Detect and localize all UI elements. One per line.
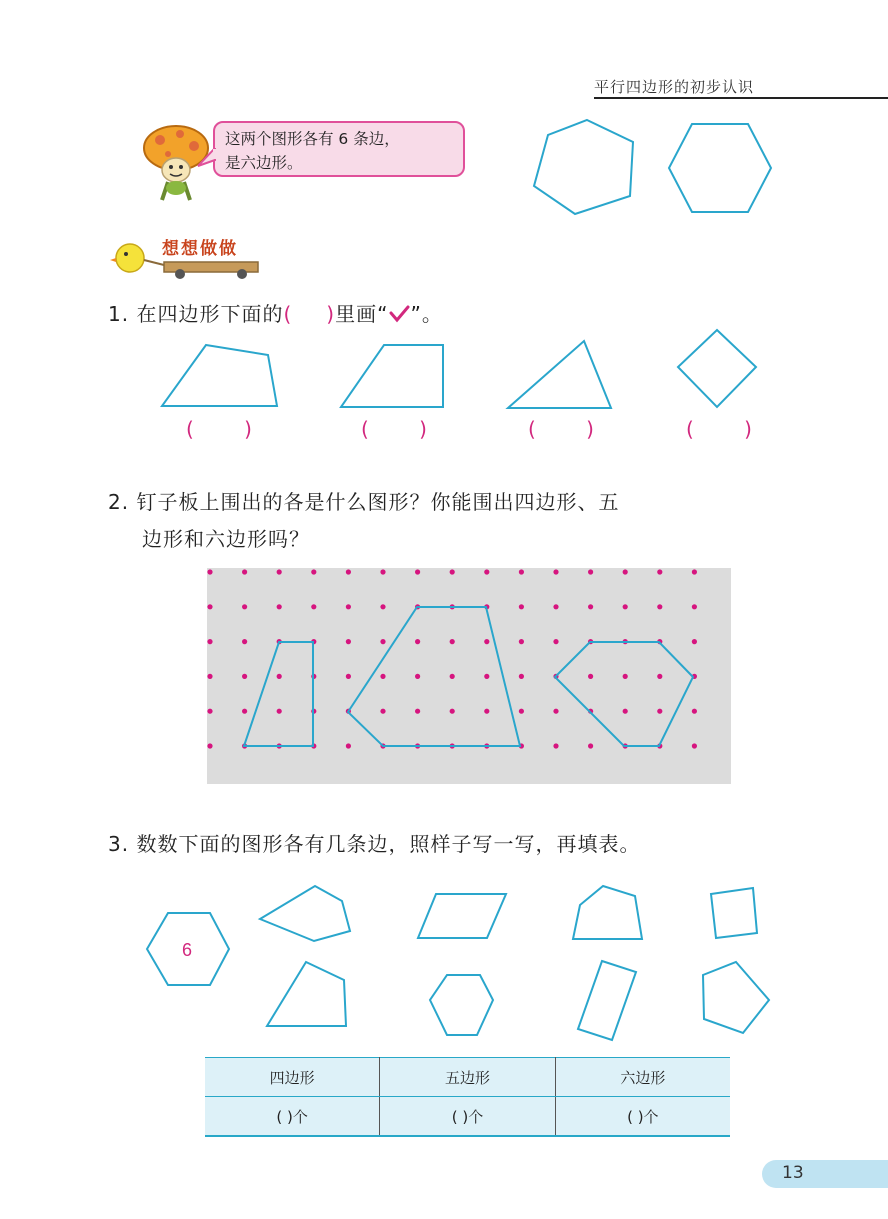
- nail-dot: [692, 604, 697, 609]
- nail-dot: [692, 639, 697, 644]
- chapter-title: 平行四边形的初步认识: [594, 78, 755, 96]
- q3-shapes: [140, 875, 780, 1045]
- nail-dot: [346, 743, 351, 748]
- q1-shapes: [150, 325, 770, 420]
- table-cell-pentagon[interactable]: ( )个: [380, 1097, 555, 1137]
- nail-dot: [519, 709, 524, 714]
- nail-dot: [277, 674, 282, 679]
- q3-shape-pentagon-1: [260, 886, 350, 941]
- nail-dot: [450, 639, 455, 644]
- q1-quote-open: “: [377, 302, 389, 326]
- hexagon-irregular: [534, 120, 633, 214]
- nail-dot: [207, 569, 212, 574]
- nail-dot: [588, 674, 593, 679]
- nail-dot: [207, 674, 212, 679]
- nail-dot: [623, 709, 628, 714]
- nail-dot: [380, 674, 385, 679]
- nail-dot: [207, 604, 212, 609]
- bubble-line-1: 这两个图形各有 6 条边，: [225, 130, 400, 148]
- q3-shape-pentagon-3: [703, 962, 769, 1033]
- q2-line-2: 边形和六边形吗？: [142, 527, 310, 551]
- q1-text-after: 里画: [335, 302, 378, 326]
- q3-number: 3.: [108, 832, 130, 856]
- nail-dot: [553, 604, 558, 609]
- nail-dot: [588, 569, 593, 574]
- nail-dot: [415, 639, 420, 644]
- q1-shape-trapezoid: [341, 345, 443, 407]
- nail-dot: [277, 709, 282, 714]
- nail-dot: [346, 569, 351, 574]
- q1-text-before: 在四边形下面的: [136, 302, 284, 326]
- nail-dot: [311, 569, 316, 574]
- nail-dot: [242, 604, 247, 609]
- bubble-tail: [196, 148, 218, 170]
- q1-shape-triangle: [508, 341, 611, 408]
- nail-dot: [657, 674, 662, 679]
- page-number-tab: [762, 1160, 888, 1188]
- header-rule: [594, 97, 888, 99]
- nail-dot: [657, 709, 662, 714]
- nail-dot: [450, 674, 455, 679]
- nail-board: [207, 568, 731, 784]
- nail-dot: [623, 604, 628, 609]
- nail-dot: [380, 639, 385, 644]
- nail-dot: [415, 709, 420, 714]
- nail-dot: [380, 569, 385, 574]
- nail-dot: [311, 604, 316, 609]
- q3-shape-parallelogram: [418, 894, 506, 938]
- nail-dot: [415, 569, 420, 574]
- nail-dot: [519, 569, 524, 574]
- nail-dot: [346, 604, 351, 609]
- intro-hexagons: [520, 110, 790, 225]
- speech-bubble: [213, 121, 465, 177]
- nail-dot: [484, 709, 489, 714]
- nail-dot: [553, 743, 558, 748]
- q3-text: 数数下面的图形各有几条边，照样子写一写，再填表。: [136, 832, 641, 856]
- nail-dot: [692, 743, 697, 748]
- nail-dot: [623, 674, 628, 679]
- q2-number: 2.: [108, 490, 130, 514]
- nail-dot: [484, 674, 489, 679]
- nail-dot: [588, 604, 593, 609]
- table-header-quadrilateral: 四边形: [205, 1058, 380, 1097]
- table-cell-hexagon[interactable]: ( )个: [555, 1097, 730, 1137]
- nail-dot: [346, 639, 351, 644]
- bubble-line-2: 是六边形。: [225, 154, 303, 172]
- nail-dot: [380, 604, 385, 609]
- nail-dot: [242, 674, 247, 679]
- section-title: 想想做做: [162, 239, 238, 259]
- q1-end: 。: [421, 302, 443, 326]
- nail-dot: [242, 709, 247, 714]
- example-hexagon-label: 6: [181, 940, 193, 960]
- q1-quote-close: ”: [410, 302, 422, 326]
- q1-shape-quadrilateral: [162, 345, 277, 406]
- nail-dot: [519, 674, 524, 679]
- nail-dot: [553, 569, 558, 574]
- nail-dot: [484, 639, 489, 644]
- nail-dot: [484, 569, 489, 574]
- q1-shape-diamond: [678, 330, 756, 407]
- question-1: [108, 298, 443, 327]
- question-2: [108, 486, 619, 515]
- nail-dot: [415, 674, 420, 679]
- nail-dot: [450, 569, 455, 574]
- table-header-hexagon: 六边形: [555, 1058, 730, 1097]
- hexagon-regular: [669, 124, 771, 212]
- nail-dot: [346, 674, 351, 679]
- nail-dot: [242, 569, 247, 574]
- nail-dot: [277, 604, 282, 609]
- q3-shape-hexagon: [430, 975, 493, 1035]
- q1-answer-2[interactable]: ( ): [361, 417, 449, 441]
- nail-dot: [553, 639, 558, 644]
- q3-shape-square: [711, 888, 757, 938]
- q1-paren-close: ): [326, 302, 336, 326]
- table-header-pentagon: 五边形: [380, 1058, 555, 1097]
- q1-paren-open: (: [283, 302, 293, 326]
- q1-answer-4[interactable]: ( ): [686, 417, 774, 441]
- q1-answer-3[interactable]: ( ): [528, 417, 616, 441]
- nail-dot: [692, 569, 697, 574]
- nail-dot: [692, 709, 697, 714]
- nail-dot: [588, 743, 593, 748]
- nail-dot: [519, 639, 524, 644]
- q3-shape-quadrilateral: [267, 962, 346, 1026]
- nail-dot: [450, 709, 455, 714]
- page-number: 13: [782, 1163, 804, 1183]
- nail-dot: [207, 743, 212, 748]
- nail-dot: [657, 604, 662, 609]
- table-cell-quadrilateral[interactable]: ( )个: [205, 1097, 380, 1137]
- q3-shape-pentagon-2: [573, 886, 642, 939]
- checkmark-icon: [388, 305, 410, 323]
- q1-answer-1[interactable]: ( ): [186, 417, 274, 441]
- nail-dot: [277, 569, 282, 574]
- nail-dot: [207, 639, 212, 644]
- nail-dot: [623, 569, 628, 574]
- nail-dot: [657, 569, 662, 574]
- q1-number: 1.: [108, 302, 130, 326]
- nail-dot: [553, 709, 558, 714]
- nail-dot: [242, 639, 247, 644]
- nail-dot: [519, 604, 524, 609]
- q2-line-1: 钉子板上围出的各是什么图形？你能围出四边形、五: [136, 490, 620, 514]
- q3-shape-rectangle: [578, 961, 636, 1040]
- nail-dot: [207, 709, 212, 714]
- question-3: [108, 828, 640, 857]
- answer-table: [205, 1057, 730, 1137]
- nail-dot: [380, 709, 385, 714]
